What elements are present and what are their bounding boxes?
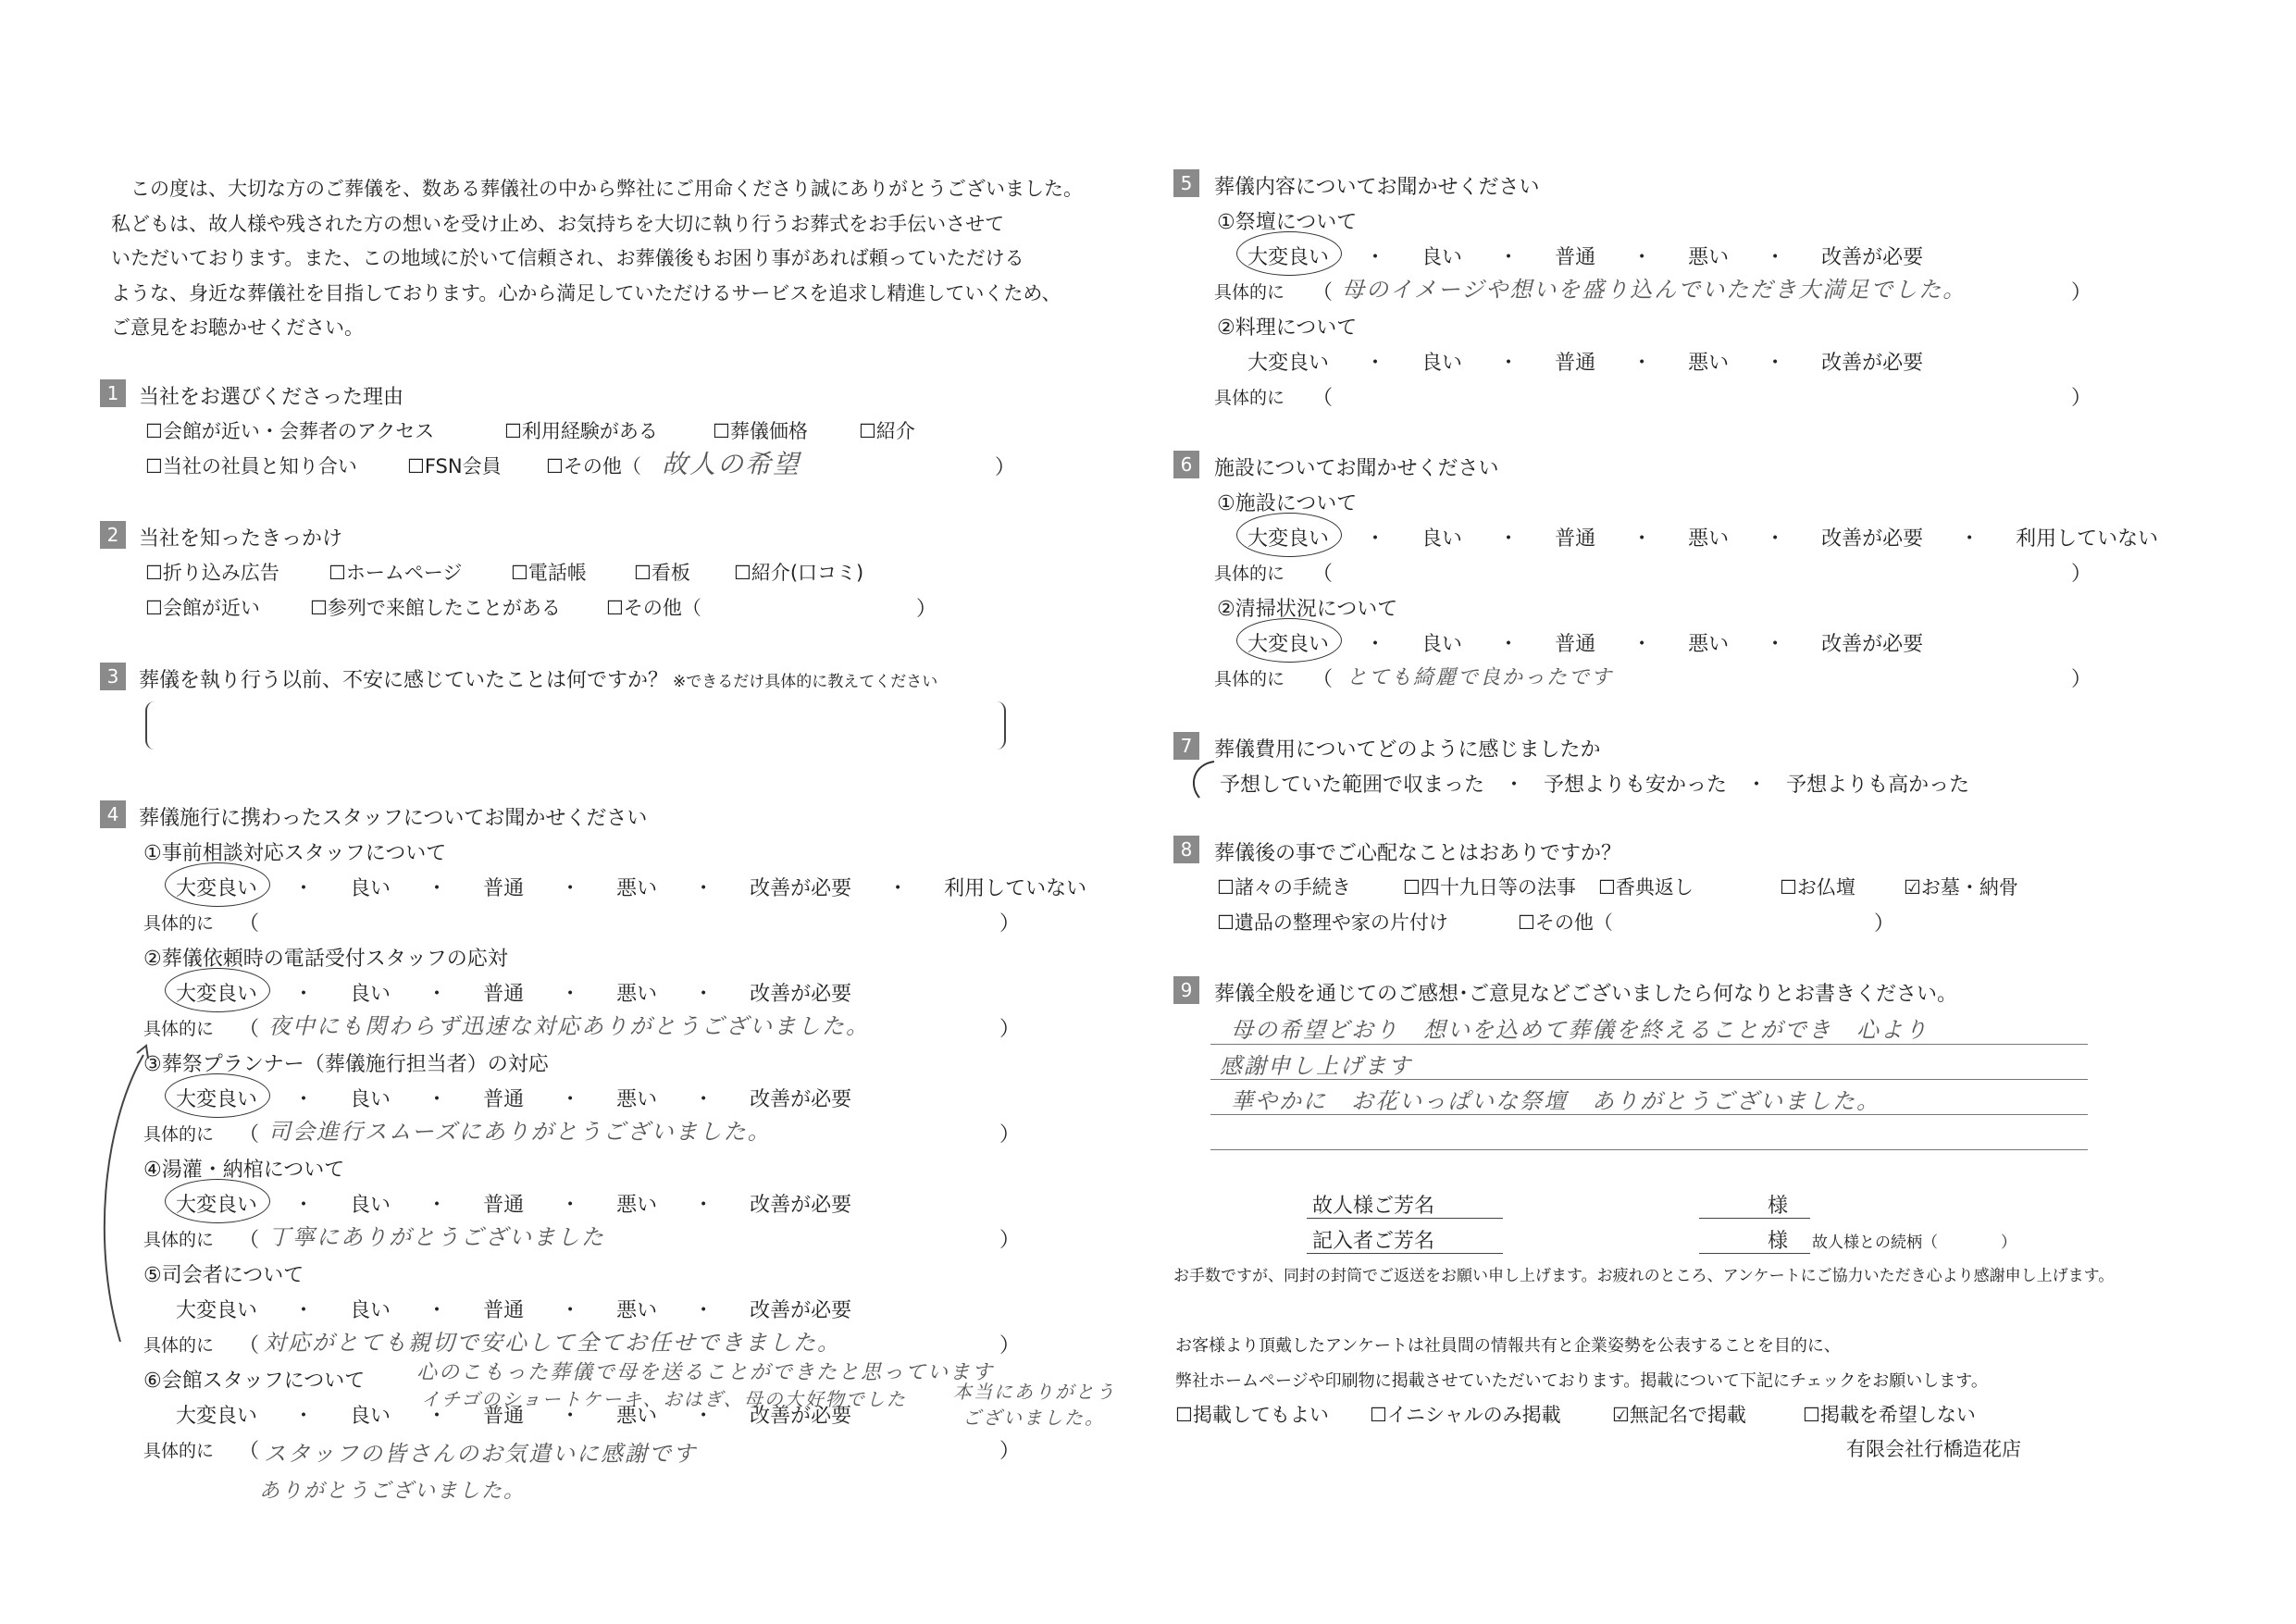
- intro-text: この度は、大切な方のご葬儀を、数ある葬儀社の中から弊社にご用命くださり誠にありがとうございました。 私どもは、故人様や残された方の想いを受け止め、お気持ちを大切に執り行うお葬式をお手伝いさせて いただいております。また、この地域に於いて信頼され、お葬儀後もお困り事があれば頼っていただける ような、身近な葬儀社を目指しております。心から満足していただけるサービスを追求し精進していくため、 ご意見をお聴かせください。: [111, 178, 1083, 339]
- rating-needs-improvement[interactable]: 改善が必要: [750, 1194, 852, 1217]
- rating-normal[interactable]: 普通: [483, 1299, 525, 1322]
- rating-bad[interactable]: 悪い: [616, 983, 658, 1006]
- handdrawn-arrow-icon: [93, 1018, 167, 1351]
- section-6-title: 施設についてお聞かせください: [1214, 457, 1499, 480]
- section-4-title: 葬儀施行に携わったスタッフについてお聞かせください: [139, 807, 648, 830]
- section-8-title: 葬儀後の事でご心配なことはおありですか？: [1214, 842, 1622, 865]
- selected-circle: [165, 862, 270, 907]
- section-7-title: 葬儀費用についてどのように感じましたか: [1214, 738, 1601, 762]
- s5-q1-guide: 具体的に: [1214, 282, 1285, 303]
- dot: ・: [1365, 246, 1386, 269]
- s8-option-memorial[interactable]: ☐四十九日等の法事: [1403, 876, 1576, 899]
- writer-name-line-2[interactable]: [1699, 1253, 1810, 1254]
- rating-needs-improvement[interactable]: 改善が必要: [1821, 633, 1924, 656]
- rating-bad[interactable]: 悪い: [616, 877, 658, 900]
- s4-q4-handwriting: 丁寧にありがとうございました: [268, 1224, 605, 1250]
- rating-good[interactable]: 良い: [350, 983, 391, 1006]
- deceased-name-line[interactable]: [1307, 1218, 1503, 1219]
- dot: ・: [1498, 246, 1520, 269]
- rating-excellent[interactable]: 大変良い: [176, 877, 258, 900]
- dot: ・: [427, 1299, 448, 1322]
- rating-good[interactable]: 良い: [1421, 352, 1463, 375]
- dot: ・: [1632, 633, 1653, 656]
- section-6-number: 6: [1173, 451, 1199, 478]
- close-paren: ）: [2071, 668, 2092, 691]
- rating-needs-improvement[interactable]: 改善が必要: [750, 1405, 852, 1428]
- pub-option-initial[interactable]: ☐イニシャルのみ掲載: [1370, 1404, 1561, 1426]
- dot: ・: [1632, 352, 1653, 375]
- selected-mark-icon: [1186, 757, 1223, 803]
- dot: ・: [427, 1405, 448, 1428]
- rating-excellent[interactable]: 大変良い: [176, 1405, 258, 1428]
- s6-q2-ratings[interactable]: [1247, 628, 1923, 657]
- section-1-title: 当社をお選びくださった理由: [139, 386, 404, 409]
- s6-q2-guide: 具体的に: [1214, 669, 1285, 689]
- s5-q1-label: ①祭壇について: [1217, 211, 1358, 234]
- close-paren: ）: [999, 1018, 1021, 1041]
- rating-needs-improvement[interactable]: 改善が必要: [750, 877, 852, 900]
- rating-bad[interactable]: 悪い: [616, 1194, 658, 1217]
- s2-option-other[interactable]: ☐その他（: [606, 597, 701, 619]
- s2-option-phonebook[interactable]: ☐電話帳: [511, 562, 587, 584]
- pub-option-no[interactable]: ☐掲載を希望しない: [1803, 1404, 1976, 1426]
- s8-option-belongings[interactable]: ☐遺品の整理や家の片付け: [1217, 911, 1448, 934]
- s4-q5-guide: 具体的に: [143, 1335, 215, 1356]
- dot: ・: [293, 1088, 315, 1111]
- section-3-title: 葬儀を執り行う以前、不安に感じていたことは何ですか？: [139, 669, 669, 692]
- s2-option-flyer[interactable]: ☐折り込み広告: [145, 562, 279, 584]
- s8-close-paren: ）: [1874, 912, 1895, 936]
- open-paren: （: [239, 1440, 260, 1463]
- dot: ・: [1765, 246, 1786, 269]
- comment-line: [1210, 1149, 2088, 1150]
- s4-q6-handwriting-1: 心のこもった葬儀で母を送ることができたと思っています: [416, 1361, 995, 1384]
- close-paren: ）: [999, 912, 1021, 936]
- close-paren: ）: [999, 1440, 1021, 1463]
- dot: ・: [427, 1088, 448, 1111]
- s4-q1-label: ①事前相談対応スタッフについて: [143, 842, 447, 865]
- s2-option-signboard[interactable]: ☐看板: [634, 562, 690, 584]
- s1-option-experience[interactable]: ☐利用経験がある: [504, 420, 658, 442]
- s6-q1-ratings[interactable]: [1247, 523, 2158, 552]
- rating-needs-improvement[interactable]: 改善が必要: [1821, 527, 1924, 551]
- deceased-name-label: 故人様ご芳名: [1312, 1195, 1435, 1218]
- dot: ・: [1746, 774, 1768, 797]
- s6-q1-label: ①施設について: [1217, 492, 1358, 515]
- section-5-title: 葬儀内容についてお聞かせください: [1214, 176, 1540, 199]
- selected-circle: [1236, 618, 1342, 663]
- dot: ・: [1365, 352, 1386, 375]
- notice-return: お手数ですが、同封の封筒でご返送をお願い申し上げます。お疲れのところ、アンケートにご協力いただき心より感謝申し上げます。: [1173, 1267, 2115, 1285]
- pub-option-anonymous[interactable]: ☑無記名で掲載: [1612, 1404, 1746, 1426]
- open-paren: （: [239, 1123, 260, 1147]
- dot: ・: [427, 877, 448, 900]
- dot: ・: [293, 1299, 315, 1322]
- s4-q3-handwriting: 司会進行スムーズにありがとうございました。: [268, 1119, 772, 1145]
- rating-normal[interactable]: 普通: [1555, 527, 1596, 551]
- s4-q6-handwriting-4: ございました。: [962, 1407, 1105, 1429]
- rating-excellent[interactable]: 大変良い: [176, 983, 258, 1006]
- rating-excellent[interactable]: 大変良い: [176, 1088, 258, 1111]
- selected-circle: [165, 1073, 270, 1118]
- selected-circle: [165, 1179, 270, 1223]
- selected-circle: [1236, 231, 1342, 276]
- dot: ・: [427, 1194, 448, 1217]
- s1-close-paren: ）: [995, 456, 1016, 479]
- dot: ・: [293, 877, 315, 900]
- s8-option-grave[interactable]: ☑お墓・納骨: [1904, 876, 2018, 899]
- dot: ・: [560, 1299, 581, 1322]
- s5-q1-handwriting: 母のイメージや想いを盛り込んでいただき大満足でした。: [1342, 277, 1967, 303]
- dot: ・: [693, 1405, 714, 1428]
- s9-handwriting-1: 母の希望どおり 想いを込めて葬儀を終えることができ 心より: [1231, 1017, 1929, 1043]
- rating-normal[interactable]: 普通: [483, 1088, 525, 1111]
- s8-option-altar[interactable]: ☐お仏壇: [1780, 876, 1855, 899]
- s4-q5-handwriting: 対応がとても親切で安心して全てお任せできました。: [264, 1330, 841, 1356]
- rating-normal[interactable]: 普通: [483, 877, 525, 900]
- s4-q6-handwriting-5: スタッフの皆さんのお気遣いに感謝です: [264, 1441, 697, 1467]
- s7-option-expensive[interactable]: 予想よりも高かった: [1786, 774, 1970, 797]
- rating-excellent[interactable]: 大変良い: [1247, 527, 1330, 551]
- s4-q6-handwriting-2: イチゴのショートケーキ、おはぎ、母の大好物でした: [421, 1388, 907, 1410]
- rating-bad[interactable]: 悪い: [1688, 246, 1730, 269]
- dot: ・: [293, 983, 315, 1006]
- rating-normal[interactable]: 普通: [483, 983, 525, 1006]
- open-paren: （: [1312, 387, 1334, 410]
- s7-options[interactable]: [1220, 769, 1969, 798]
- s4-q5-ratings[interactable]: [176, 1295, 851, 1323]
- section-9-title: 葬儀全般を通じてのご感想･ご意見などございましたら何なりとお書きください。: [1214, 983, 1958, 1006]
- rating-bad[interactable]: 悪い: [616, 1088, 658, 1111]
- rating-good[interactable]: 良い: [350, 1299, 391, 1322]
- s7-option-cheaper[interactable]: 予想よりも安かった: [1544, 774, 1728, 797]
- s4-q6-ratings[interactable]: [176, 1400, 851, 1429]
- open-paren: （: [239, 1229, 260, 1252]
- rating-bad[interactable]: 悪い: [616, 1405, 658, 1428]
- rating-good[interactable]: 良い: [1421, 246, 1463, 269]
- section-7-number: 7: [1173, 732, 1199, 760]
- s4-q3-guide: 具体的に: [143, 1124, 215, 1145]
- s6-q2-label: ②清掃状況について: [1217, 598, 1398, 621]
- dot: ・: [1959, 527, 1980, 551]
- s5-q2-label: ②料理について: [1217, 316, 1358, 340]
- s6-q2-handwriting: とても綺麗で良かったです: [1347, 666, 1614, 689]
- section-2-title: 当社を知ったきっかけ: [139, 527, 343, 551]
- dot: ・: [1498, 352, 1520, 375]
- s4-q6-handwriting-3: 本当にありがとう: [953, 1381, 1116, 1403]
- dot: ・: [693, 1299, 714, 1322]
- close-paren: ）: [999, 1334, 1021, 1357]
- dot: ・: [1365, 633, 1386, 656]
- s1-option-referral[interactable]: ☐紹介: [859, 420, 915, 442]
- open-paren: （: [239, 912, 260, 936]
- rating-good[interactable]: 良い: [1421, 527, 1463, 551]
- rating-needs-improvement[interactable]: 改善が必要: [750, 983, 852, 1006]
- rating-bad[interactable]: 悪い: [1688, 527, 1730, 551]
- s4-q5-label: ⑤司会者について: [143, 1264, 304, 1287]
- dot: ・: [560, 983, 581, 1006]
- s4-q3-ratings[interactable]: [176, 1084, 851, 1112]
- s1-option-fsn[interactable]: ☐FSN会員: [407, 455, 502, 477]
- rating-normal[interactable]: 普通: [1555, 246, 1596, 269]
- dot: ・: [560, 1194, 581, 1217]
- section-3-number: 3: [100, 663, 126, 690]
- dot: ・: [1504, 774, 1525, 797]
- s4-q2-handwriting: 夜中にも関わらず迅速な対応ありがとうございました。: [268, 1013, 870, 1039]
- s4-q6-label: ⑥会館スタッフについて: [143, 1370, 366, 1393]
- rating-not-used[interactable]: 利用していない: [2016, 527, 2159, 551]
- s4-q6-guide: 具体的に: [143, 1441, 215, 1461]
- s4-q2-label: ②葬儀依頼時の電話受付スタッフの応対: [143, 948, 508, 971]
- relation-label: 故人様との続柄（ ）: [1812, 1233, 2017, 1252]
- section-1-number: 1: [100, 379, 126, 407]
- close-paren: ）: [2071, 281, 2092, 304]
- dot: ・: [1765, 352, 1786, 375]
- open-paren: （: [1312, 563, 1334, 586]
- dot: ・: [693, 877, 714, 900]
- section-4-number: 4: [100, 800, 126, 828]
- dot: ・: [693, 983, 714, 1006]
- comment-line: [1210, 1044, 2088, 1045]
- rating-good[interactable]: 良い: [350, 1088, 391, 1111]
- rating-excellent[interactable]: 大変良い: [1247, 352, 1330, 375]
- rating-needs-improvement[interactable]: 改善が必要: [1821, 352, 1924, 375]
- selected-circle: [1236, 513, 1342, 557]
- deceased-name-line-2[interactable]: [1699, 1218, 1810, 1219]
- s1-option-other[interactable]: ☐その他（: [546, 455, 641, 477]
- rating-normal[interactable]: 普通: [483, 1194, 525, 1217]
- open-paren: （: [1312, 281, 1334, 304]
- s8-option-procedures[interactable]: ☐諸々の手続き: [1217, 876, 1351, 899]
- rating-not-used[interactable]: 利用していない: [944, 877, 1087, 900]
- s7-option-within-range[interactable]: 予想していた範囲で収まった: [1220, 774, 1485, 797]
- s4-q4-guide: 具体的に: [143, 1230, 215, 1250]
- rating-excellent[interactable]: 大変良い: [1247, 633, 1330, 656]
- dot: ・: [1498, 527, 1520, 551]
- selected-circle: [165, 968, 270, 1012]
- rating-bad[interactable]: 悪い: [1688, 633, 1730, 656]
- rating-needs-improvement[interactable]: 改善が必要: [750, 1299, 852, 1322]
- rating-excellent[interactable]: 大変良い: [176, 1194, 258, 1217]
- s2-option-hall-near[interactable]: ☐会館が近い: [145, 597, 260, 619]
- notice-publish-2: 弊社ホームページや印刷物に掲載させていただいております。掲載について下記にチェックをお願いします。: [1175, 1371, 1988, 1391]
- dot: ・: [693, 1088, 714, 1111]
- section-3-answer-box[interactable]: [145, 701, 1006, 750]
- s1-other-handwriting: 故人の希望: [662, 449, 801, 479]
- dot: ・: [693, 1194, 714, 1217]
- rating-bad[interactable]: 悪い: [1688, 352, 1730, 375]
- rating-good[interactable]: 良い: [350, 1405, 391, 1428]
- writer-name-line[interactable]: [1307, 1253, 1503, 1254]
- s5-q1-ratings[interactable]: [1247, 242, 1923, 270]
- close-paren: ）: [2071, 387, 2092, 410]
- rating-normal[interactable]: 普通: [1555, 352, 1596, 375]
- close-paren: ）: [999, 1123, 1021, 1147]
- s2-option-word-of-mouth[interactable]: ☐紹介(口コミ): [734, 562, 864, 584]
- s4-q2-guide: 具体的に: [143, 1019, 215, 1039]
- dot: ・: [560, 1405, 581, 1428]
- s9-handwriting-2: 感謝申し上げます: [1220, 1053, 1412, 1079]
- section-9-number: 9: [1173, 976, 1199, 1004]
- rating-good[interactable]: 良い: [350, 1194, 391, 1217]
- s4-q2-ratings[interactable]: [176, 978, 851, 1007]
- s4-q1-guide: 具体的に: [143, 913, 215, 934]
- section-8-number: 8: [1173, 836, 1199, 863]
- rating-good[interactable]: 良い: [350, 877, 391, 900]
- pub-option-ok[interactable]: ☐掲載してもよい: [1175, 1404, 1329, 1426]
- s4-q6-handwriting-6: ありがとうございました。: [259, 1480, 527, 1503]
- section-3-note: ※できるだけ具体的に教えてください: [673, 673, 938, 691]
- rating-excellent[interactable]: 大変良い: [176, 1299, 258, 1322]
- dot: ・: [560, 1088, 581, 1111]
- s4-q4-label: ④湯灌・納棺について: [143, 1159, 345, 1182]
- dot: ・: [1765, 527, 1786, 551]
- s5-q2-guide: 具体的に: [1214, 388, 1285, 408]
- dot: ・: [560, 877, 581, 900]
- s2-option-homepage[interactable]: ☐ホームページ: [329, 562, 463, 584]
- close-paren: ）: [999, 1229, 1021, 1252]
- section-5-number: 5: [1173, 169, 1199, 197]
- rating-normal[interactable]: 普通: [483, 1405, 525, 1428]
- dot: ・: [1365, 527, 1386, 551]
- writer-sama: 様: [1768, 1230, 1789, 1253]
- dot: ・: [887, 877, 909, 900]
- s4-q4-ratings[interactable]: [176, 1189, 851, 1218]
- rating-good[interactable]: 良い: [1421, 633, 1463, 656]
- s1-option-acquaintance[interactable]: ☐当社の社員と知り合い: [145, 455, 357, 477]
- s4-q1-ratings[interactable]: [176, 873, 1086, 901]
- writer-name-label: 記入者ご芳名: [1312, 1230, 1435, 1253]
- s6-q1-guide: 具体的に: [1214, 564, 1285, 584]
- dot: ・: [1632, 246, 1653, 269]
- open-paren: （: [239, 1018, 260, 1041]
- rating-needs-improvement[interactable]: 改善が必要: [750, 1088, 852, 1111]
- rating-needs-improvement[interactable]: 改善が必要: [1821, 246, 1924, 269]
- rating-bad[interactable]: 悪い: [616, 1299, 658, 1322]
- s8-option-other[interactable]: ☐その他（: [1518, 911, 1613, 934]
- rating-normal[interactable]: 普通: [1555, 633, 1596, 656]
- s8-option-return-gift[interactable]: ☐香典返し: [1598, 876, 1694, 899]
- dot: ・: [293, 1405, 315, 1428]
- dot: ・: [1765, 633, 1786, 656]
- dot: ・: [1498, 633, 1520, 656]
- s5-q2-ratings[interactable]: [1247, 347, 1923, 376]
- s1-option-price[interactable]: ☐葬儀価格: [713, 420, 808, 442]
- s1-option-hall-near[interactable]: ☐会館が近い・会葬者のアクセス: [145, 420, 435, 442]
- deceased-sama: 様: [1768, 1195, 1789, 1218]
- s2-close-paren: ）: [916, 598, 937, 621]
- open-paren: （: [1312, 668, 1334, 691]
- dot: ・: [293, 1194, 315, 1217]
- company-name: 有限会社行橋造花店: [1846, 1438, 2021, 1460]
- rating-excellent[interactable]: 大変良い: [1247, 246, 1330, 269]
- s9-handwriting-3: 華やかに お花いっぱいな祭壇 ありがとうございました。: [1231, 1088, 1880, 1114]
- dot: ・: [1632, 527, 1653, 551]
- close-paren: ）: [2071, 563, 2092, 586]
- s4-q3-label: ③葬祭プランナー（葬儀施行担当者）の対応: [143, 1053, 549, 1076]
- notice-publish-1: お客様より頂戴したアンケートは社員間の情報共有と企業姿勢を公表することを目的に、: [1175, 1336, 1841, 1356]
- dot: ・: [427, 983, 448, 1006]
- s2-option-attended[interactable]: ☐参列で来館したことがある: [310, 597, 561, 619]
- section-2-number: 2: [100, 521, 126, 549]
- open-paren: （: [239, 1334, 260, 1357]
